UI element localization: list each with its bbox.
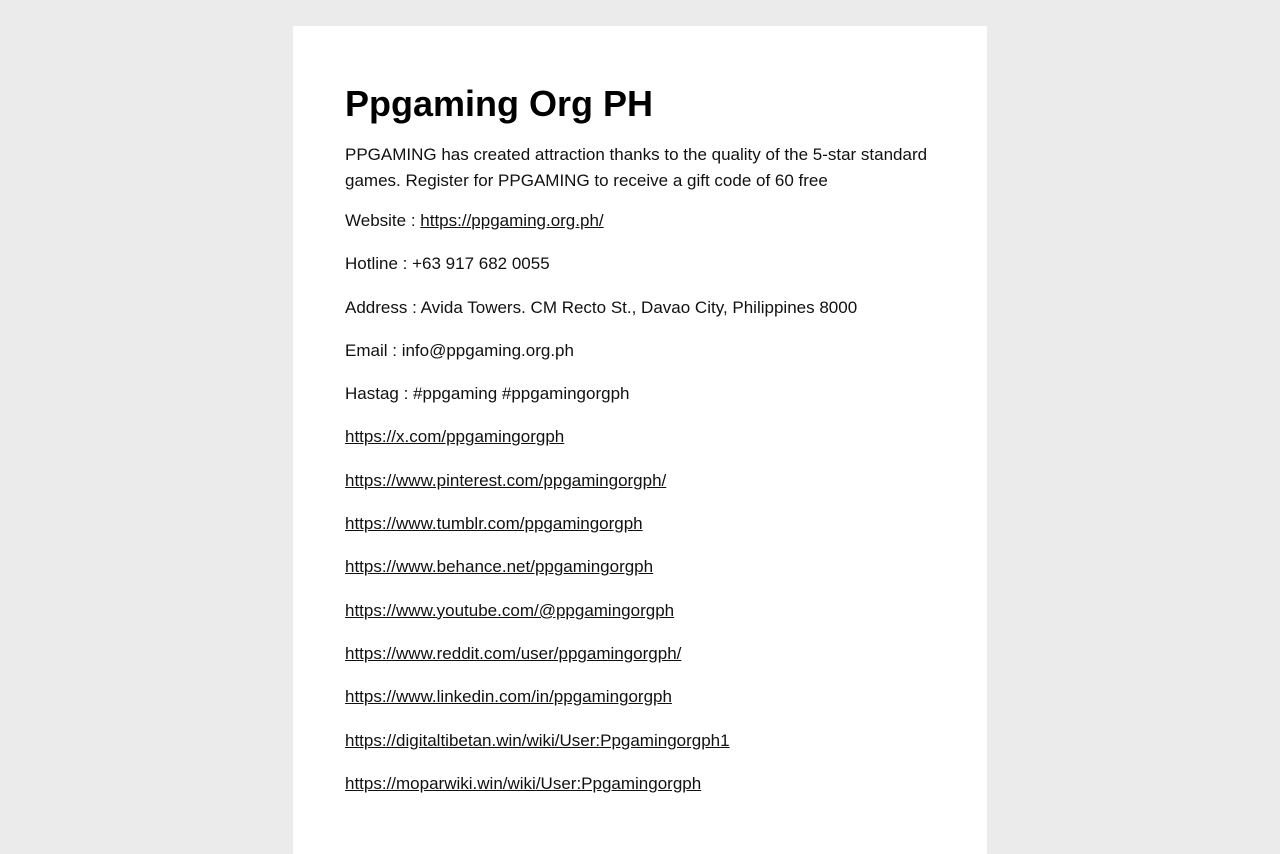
- link-digitaltibetan[interactable]: https://digitaltibetan.win/wiki/User:Ppgamingorgph1: [345, 730, 730, 750]
- link-row-pinterest: [345, 468, 935, 494]
- website-row: [345, 208, 935, 234]
- link-pinterest[interactable]: https://www.pinterest.com/ppgamingorgph/: [345, 470, 667, 490]
- link-row-digitaltibetan: [345, 728, 935, 754]
- website-label: Website :: [345, 211, 421, 230]
- link-youtube[interactable]: https://www.youtube.com/@ppgamingorgph: [345, 600, 675, 620]
- link-linkedin[interactable]: https://www.linkedin.com/in/ppgamingorgph: [345, 687, 672, 707]
- hashtag-label: Hastag :: [345, 384, 414, 404]
- link-x[interactable]: https://x.com/ppgamingorgph: [345, 427, 565, 447]
- email-label: Email :: [345, 340, 402, 360]
- link-moparwiki[interactable]: https://moparwiki.win/wiki/User:Ppgamingorgph: [345, 773, 702, 793]
- link-row-x: [345, 424, 935, 450]
- link-row-youtube: [345, 598, 935, 624]
- address-row: [345, 295, 935, 321]
- address-value: Avida Towers. CM Recto St., Davao City, Philippines 8000: [420, 297, 858, 317]
- intro-paragraph: PPGAMING has created attraction thanks to the quality of the 5-star standard games. Register for PPGAMING to receive a gift code of 60 free: [345, 145, 928, 190]
- link-row-tumblr: [345, 511, 935, 537]
- hashtag-value: #ppgaming #ppgamingorgph: [413, 384, 630, 404]
- content-card: [293, 26, 987, 854]
- page-title: Ppgaming Org PH: [345, 83, 654, 124]
- hotline-label: Hotline :: [345, 254, 413, 274]
- website-link[interactable]: https://ppgaming.org.ph/: [420, 211, 604, 230]
- hotline-value: +63 917 682 0055: [412, 254, 550, 274]
- email-value: info@ppgaming.org.ph: [401, 340, 574, 360]
- link-row-behance: [345, 554, 935, 580]
- link-tumblr[interactable]: https://www.tumblr.com/ppgamingorgph: [345, 514, 643, 534]
- link-row-linkedin: [345, 684, 935, 710]
- hotline-row: [345, 251, 935, 277]
- hashtag-row: [345, 381, 935, 407]
- address-label: Address :: [345, 297, 421, 317]
- link-behance[interactable]: https://www.behance.net/ppgamingorgph: [345, 557, 654, 577]
- link-row-reddit: [345, 641, 935, 667]
- link-reddit[interactable]: https://www.reddit.com/user/ppgamingorgph/: [345, 643, 682, 663]
- email-row: [345, 338, 935, 364]
- link-row-moparwiki: [345, 771, 935, 797]
